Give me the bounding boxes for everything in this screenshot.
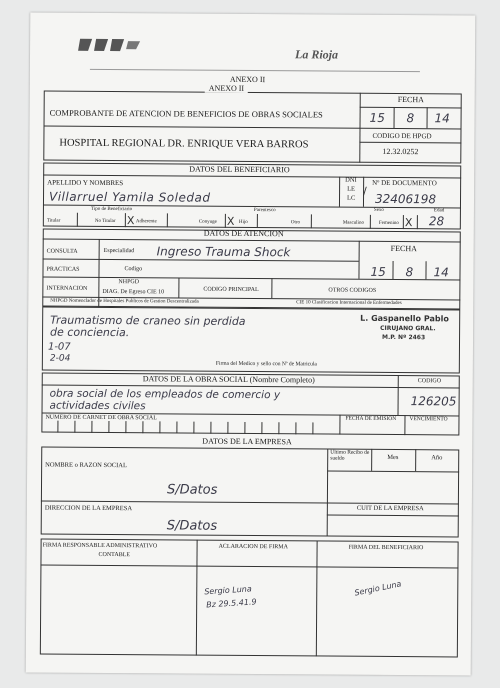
- empresa-section-title: DATOS DE LA EMPRESA: [202, 436, 292, 447]
- stamp-mp: M.P. Nº 2463: [382, 333, 426, 342]
- carnet-cell-divider: [261, 422, 262, 434]
- carnet-cell-divider: [193, 422, 194, 434]
- aclaracion-sig-1: Sergio Luna: [204, 584, 253, 597]
- firma-medico-label: Firma del Medico y sello con Nº de Matricula: [215, 360, 317, 368]
- hospital-name: HOSPITAL REGIONAL DR. ENRIQUE VERA BARROS: [59, 137, 309, 151]
- direccion-value: S/Datos: [166, 518, 218, 534]
- atencion-fecha-label: FECHA: [390, 243, 417, 254]
- carnet-cell-divider: [142, 421, 143, 433]
- le-label: LE: [347, 185, 356, 193]
- carnet-cell-divider: [227, 422, 228, 434]
- firma-responsable-label: FIRMA RESPONSABLE ADMINISTRATIVO: [42, 542, 158, 550]
- diagnosis-line-2: de conciencia.: [50, 325, 130, 340]
- stamp-title: CIRUJANO GRAL.: [380, 324, 436, 333]
- documento-value: 32406198: [374, 191, 437, 207]
- wing-logo-icon: [78, 35, 148, 55]
- aclaracion-sig-2: Bz 29.5.41.9: [205, 597, 257, 610]
- carnet-cell-divider: [57, 421, 58, 433]
- no-titular-label: No Titular: [94, 218, 116, 225]
- especialidad-value: Ingreso Trauma Shock: [156, 244, 291, 260]
- direccion-label: DIRECCION DE LA EMPRESA: [44, 504, 133, 513]
- fecha-month: 8: [406, 111, 415, 126]
- atencion-fecha-year: 14: [433, 265, 449, 280]
- femenino-label: Femenino: [378, 220, 399, 227]
- dni-label: DNI: [345, 176, 357, 184]
- header-logo-left: [78, 35, 148, 55]
- codigo-principal-label: CODIGO PRINCIPAL: [203, 286, 259, 294]
- stamp-name: L. Gaspanello Pablo: [360, 313, 449, 324]
- form-title: COMPROBANTE DE ATENCION DE BENEFICIOS DE OBRAS SOCIALES: [49, 107, 323, 120]
- otros-codigos-label: OTROS CODIGOS: [328, 287, 377, 294]
- beneficiario-section-title: DATOS DEL BENEFICIARIO: [189, 164, 290, 175]
- edad-value: 28: [428, 214, 445, 229]
- apellido-label: APELLIDO Y NOMBRES: [47, 178, 124, 188]
- province-logo-text: La Rioja: [294, 47, 339, 62]
- adherente-label: Adherente: [135, 219, 157, 225]
- parentesco-label: Parentesco: [253, 208, 276, 214]
- conyuge-label: Conyuge: [198, 219, 217, 225]
- codigo-hpgd-value: 12.32.0252: [382, 146, 419, 157]
- masculino-label: Masculino: [342, 220, 364, 226]
- obra-social-codigo-label: CODIGO: [417, 378, 442, 385]
- anexo-label: ANEXO II: [205, 85, 248, 93]
- emision-label: FECHA DE EMISION: [345, 415, 397, 423]
- diagnosis-code-1: 1-07: [47, 341, 71, 353]
- hijo-label: Hijo: [238, 219, 248, 225]
- edad-label: Edad: [433, 208, 445, 214]
- carnet-cell-divider: [278, 422, 279, 434]
- carnet-cell-divider: [312, 422, 313, 434]
- fecha-day: 15: [369, 110, 385, 125]
- obra-social-name-1: obra social de los empleados de comercio y: [49, 387, 281, 402]
- practicas-label: PRACTICAS: [46, 266, 80, 273]
- carnet-cell-divider: [176, 421, 177, 433]
- carnet-cell-divider: [108, 421, 109, 433]
- internacion-label: INTERNACION: [46, 285, 88, 292]
- carnet-cell-divider: [125, 421, 126, 433]
- razon-social-value: S/Datos: [166, 482, 218, 498]
- femenino-mark: X: [404, 216, 413, 230]
- lc-label: LC: [346, 194, 356, 202]
- especialidad-label: Especialidad: [103, 247, 135, 255]
- vencimiento-label: VENCIMIENTO: [409, 416, 448, 423]
- carnet-cell-divider: [210, 422, 211, 434]
- carnet-cell-divider: [244, 422, 245, 434]
- obra-social-name-2: actividades civiles: [49, 399, 146, 413]
- aclaracion-label: ACLARACION DE FIRMA: [218, 543, 288, 551]
- fecha-year: 14: [434, 111, 450, 126]
- sexo-label: Sexo: [373, 207, 384, 213]
- apellido-value: Villarruel Yamila Soledad: [48, 189, 211, 205]
- diagnosis-line-1: Traumatismo de craneo sin perdida: [50, 313, 246, 328]
- nhpgd-note: NHPGD Nomenclador de Hospitales Publicos de Gestion Descentralizada: [50, 298, 199, 305]
- razon-social-label: NOMBRE o RAZON SOCIAL: [45, 461, 127, 470]
- carnet-label: NUMERO DE CARNET DE OBRA SOCIAL: [45, 414, 157, 422]
- carnet-cell-divider: [295, 422, 296, 434]
- diagnosis-code-2: 2-04: [49, 353, 71, 364]
- mes-label: Mes: [387, 453, 399, 462]
- no-titular-mark: X: [126, 214, 135, 228]
- form-sheet: [26, 12, 476, 675]
- cuit-label: CUIT DE LA EMPRESA: [356, 504, 424, 513]
- firma-contable-label: CONTABLE: [98, 551, 131, 559]
- dni-check-mark: /: [363, 184, 367, 198]
- titular-label: Titular: [46, 218, 61, 224]
- carnet-cell-divider: [91, 421, 92, 433]
- diag-label: DIAG. De Egreso CIE 10: [102, 288, 165, 296]
- conyuge-mark: X: [226, 214, 235, 228]
- otro-label: Otro: [290, 220, 301, 226]
- anexo-top: ANEXO II: [229, 74, 266, 85]
- atencion-fecha-month: 8: [405, 265, 414, 280]
- codigo-hpgd-label: CODIGO DE HPGD: [372, 131, 432, 141]
- carnet-cell-divider: [159, 421, 160, 433]
- consulta-label: CONSULTA: [46, 248, 78, 255]
- obra-social-section-title: DATOS DE LA OBRA SOCIAL (Nombre Completo): [142, 374, 315, 385]
- cie-note: CIE 10 Clasificacion Internacional de Enfermedades: [296, 300, 402, 307]
- carnet-cell-divider: [74, 421, 75, 433]
- tipo-beneficiario-label: Tipo de Beneficiario: [90, 206, 133, 213]
- documento-label: Nº DE DOCUMENTO: [372, 178, 437, 188]
- firma-beneficiario-label: FIRMA DEL BENEFICIARIO: [348, 544, 424, 552]
- nhpgd-label: NHPGD: [118, 279, 140, 286]
- beneficiario-signature: Sergio Luna: [353, 579, 403, 598]
- obra-social-codigo-value: 126205: [410, 394, 457, 409]
- carnet-cells: [30, 12, 475, 15]
- codigo-label: Codigo: [124, 266, 143, 273]
- anio-label: Año: [431, 454, 443, 462]
- atencion-fecha-day: 15: [370, 264, 386, 279]
- fecha-label: FECHA: [397, 95, 424, 105]
- ultimo-recibo-label: Ultimo Recibo de sueldo: [330, 449, 370, 462]
- atencion-section-title: DATOS DE ATENCION: [203, 228, 284, 239]
